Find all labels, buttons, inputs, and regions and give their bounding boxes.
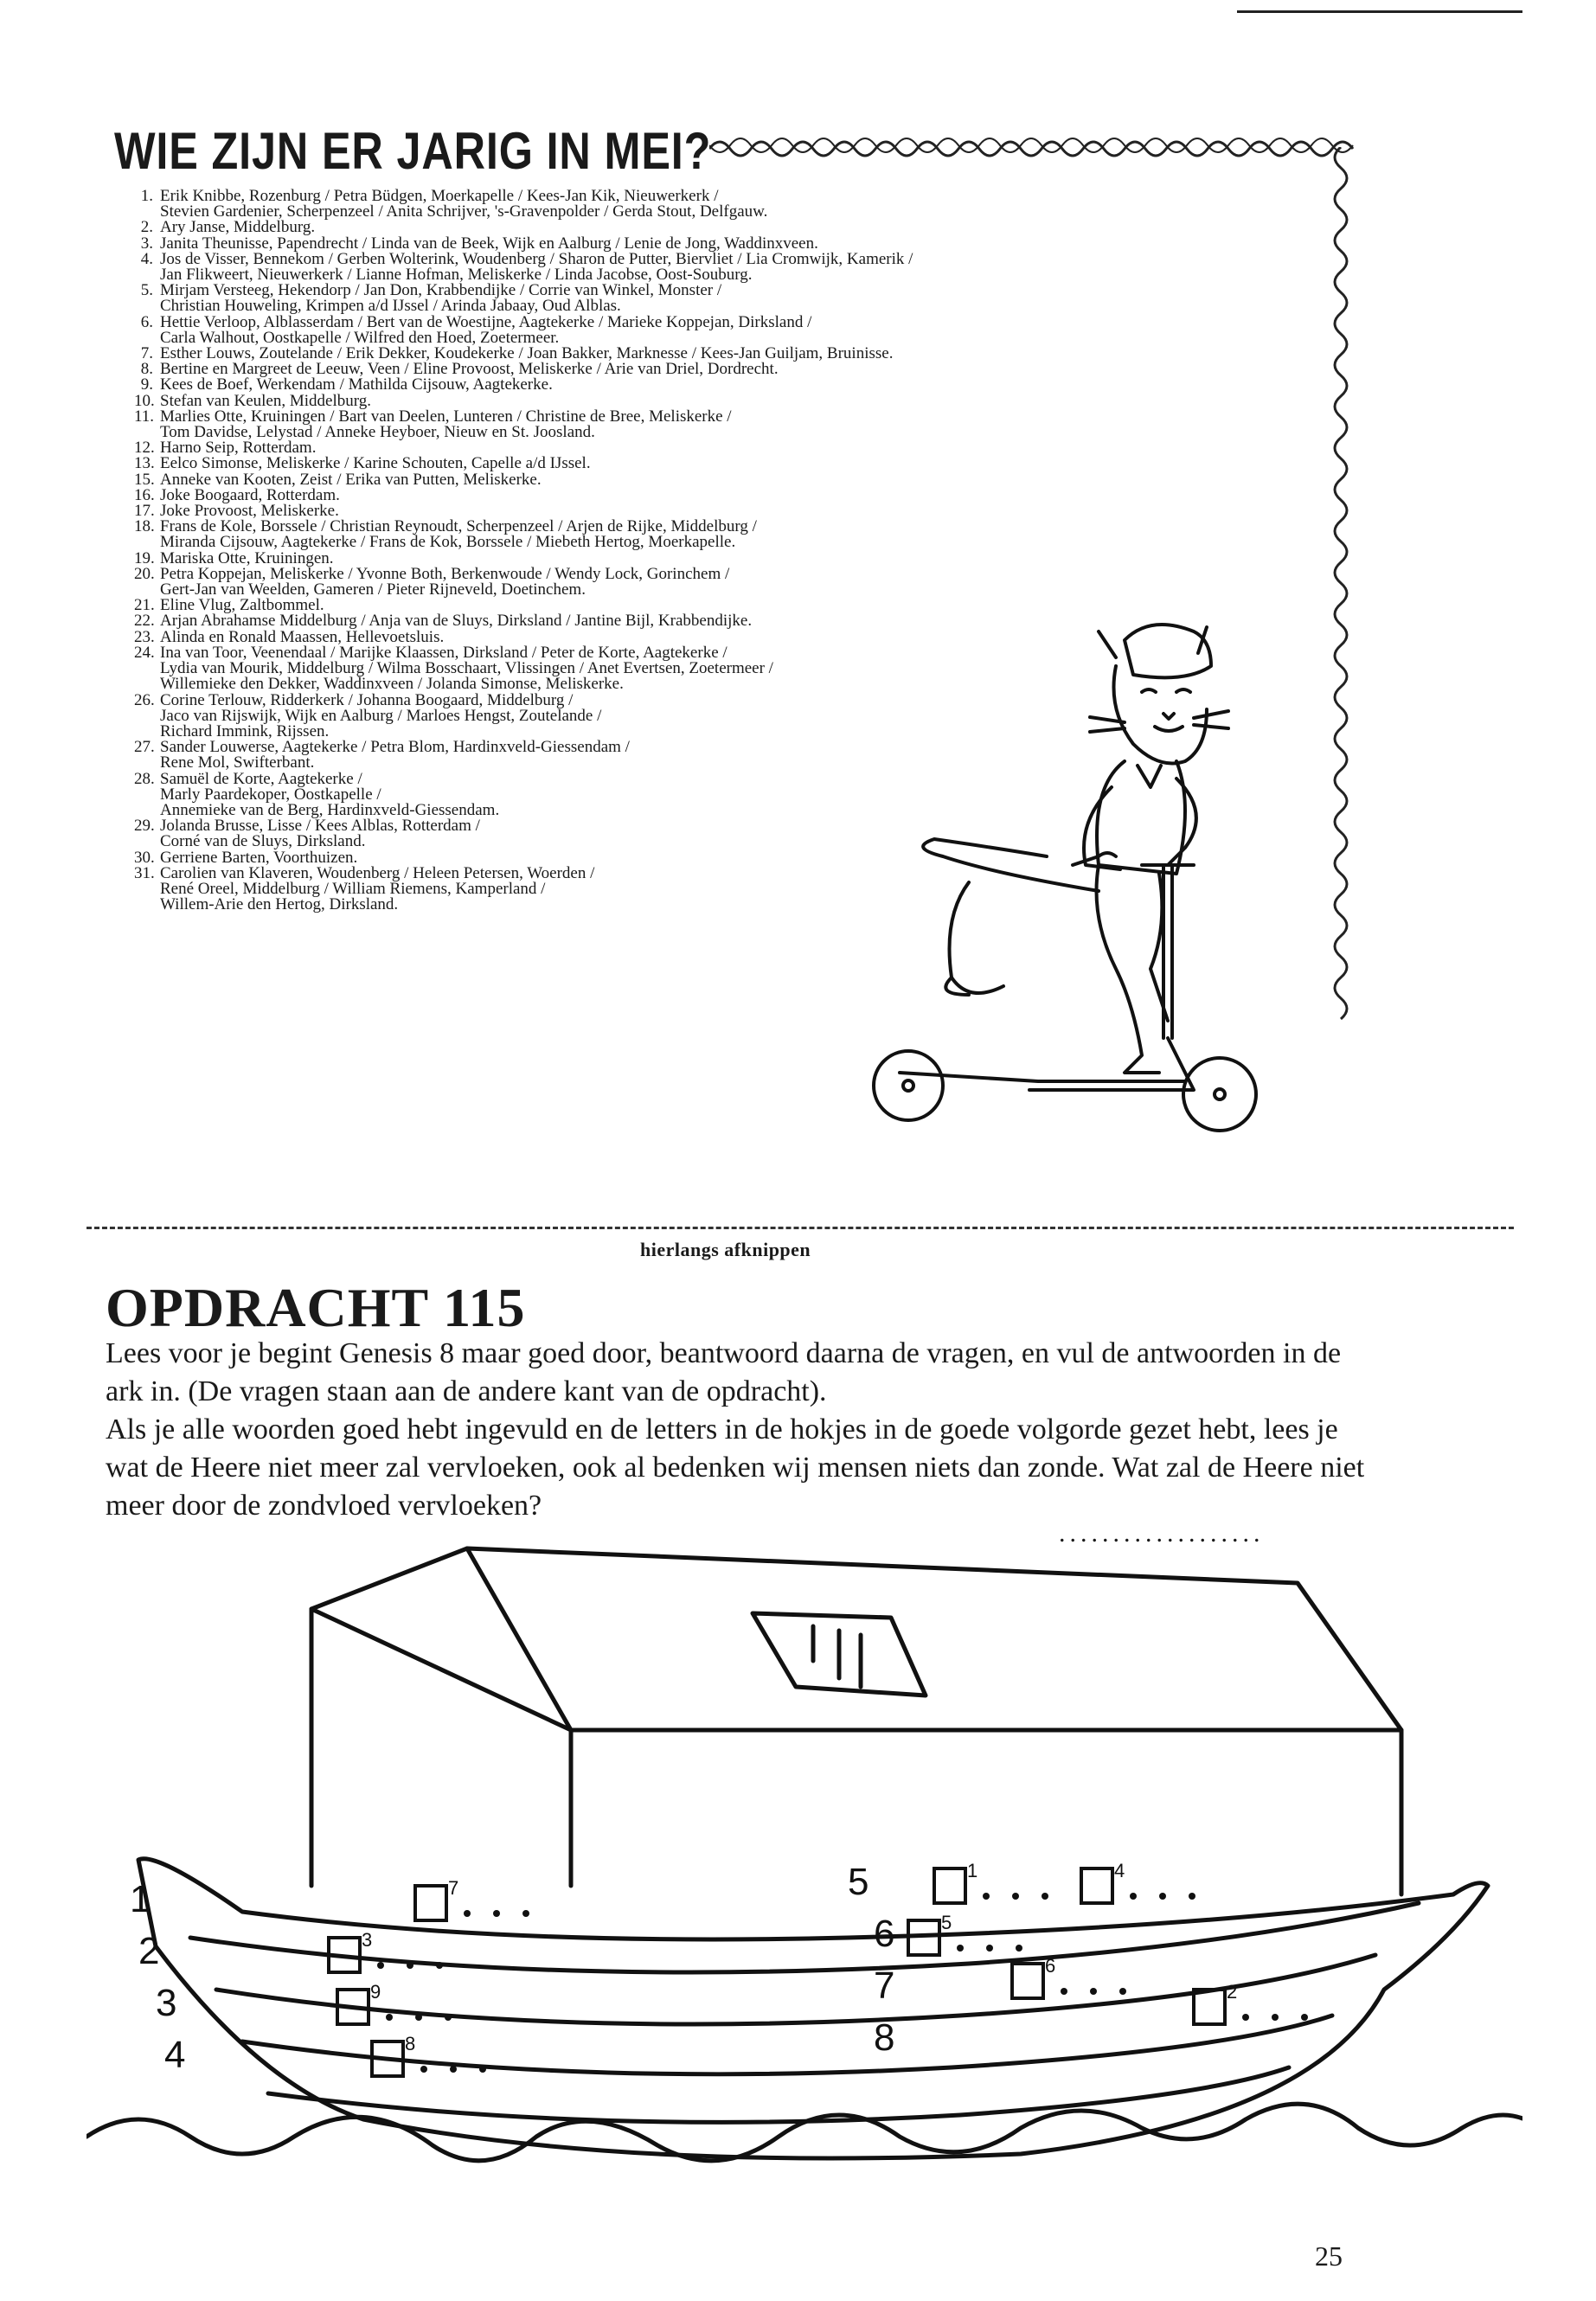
answer-dot (377, 1962, 384, 1969)
birthday-names: Frans de Kole, Borssele / Christian Reynoudt, Scherpenzeel / Arjen de Rijke, Middelburg / Miranda Cijsouw, Aagtekerke / Frans de Kok, Borssele / Miebeth Hertog, Moerkapelle. (160, 517, 757, 552)
answer-box-number: 1 (967, 1860, 978, 1881)
instructions-paragraph-2: Als je alle woorden goed hebt ingevuld en de letters in de hokjes in de goede volgorde gezet hebt, lees je wat de Heere niet meer zal vervloeken, ook al bedenken wij mensen niets dan zonde. Wat zal de Heere niet meer door de zondvloed vervloeken? (106, 1413, 1365, 1522)
birthday-names: Harno Seip, Rotterdam. (160, 439, 317, 458)
birthday-names: Janita Theunisse, Papendrecht / Linda van de Beek, Wijk en Aalburg / Lenie de Jong, Waddinxveen. (160, 234, 818, 253)
ark-row-number: 6 (874, 1913, 895, 1955)
birthday-entry (134, 249, 1042, 285)
birthday-entry (134, 189, 1042, 220)
birthday-day: 29. (134, 817, 155, 836)
ark-row-number: 2 (138, 1930, 160, 1972)
answer-box-number: 2 (1227, 1981, 1238, 2003)
answer-dot (407, 1962, 413, 1969)
birthday-names: Eelco Simonse, Meliskerke / Karine Schouten, Capelle a/d IJssel. (160, 454, 591, 473)
birthday-names: Anneke van Kooten, Zeist / Erika van Putten, Meliskerke. (160, 470, 542, 489)
ark-row-number: 1 (130, 1878, 151, 1920)
answer-line: ................... (1059, 1519, 1265, 1548)
birthday-names: Joke Boogaard, Rotterdam. (160, 485, 340, 504)
birthday-day: 6. (140, 312, 153, 331)
birthday-day: 5. (140, 281, 153, 300)
birthday-day: 11. (134, 407, 155, 426)
birthday-entry (134, 283, 1042, 314)
answer-dot (386, 2014, 393, 2021)
birthday-day: 17. (134, 502, 155, 521)
task-instructions (106, 1335, 1368, 1525)
answer-dot (479, 2066, 486, 2073)
birthday-names: Carolien van Klaveren, Woudenberg / Heleen Petersen, Woerden / René Oreel, Middelburg / William Riemens, Kamperland / Willem-Arie den Hertog, Dirksland. (160, 863, 595, 914)
birthday-day: 28. (134, 769, 155, 788)
answer-dot (983, 1893, 990, 1900)
answer-dot (522, 1910, 529, 1917)
birthday-names: Samuël de Korte, Aagtekerke / Marly Paardekoper, Oostkapelle / Annemieke van de Berg, Hardinxveld-Giessendam. (160, 769, 500, 819)
cut-label: hierlangs afknippen (640, 1239, 811, 1260)
answer-box-number: 6 (1045, 1955, 1056, 1977)
cut-line (87, 1227, 1514, 1229)
answer-dot (1042, 1893, 1048, 1900)
birthday-names: Kees de Boef, Werkendam / Mathilda Cijsouw, Aagtekerke. (160, 375, 553, 394)
birthday-entry (134, 409, 1042, 440)
ark-row-number: 8 (874, 2016, 895, 2059)
answer-box[interactable] (1081, 1868, 1112, 1903)
birthday-names: Mariska Otte, Kruiningen. (160, 548, 334, 567)
birthday-day: 13. (134, 454, 155, 473)
birthday-day: 30. (134, 848, 155, 867)
instructions-paragraph-1: Lees voor je begint Genesis 8 maar goed door, beantwoord daarna de vragen, en vul de antwoorden in de ark in. (De vragen staan aan de andere kant van de opdracht). (106, 1337, 1342, 1407)
birthday-day: 15. (134, 470, 155, 489)
birthday-title: WIE ZIJN ER JARIG IN MEI? (114, 122, 712, 180)
birthday-names: Marlies Otte, Kruiningen / Bart van Deelen, Lunteren / Christine de Bree, Meliskerke / Tom Davidse, Lelystad / Anneke Heyboer, Nieuw en St. Joosland. (160, 407, 732, 442)
birthday-day: 9. (140, 375, 153, 394)
birthday-names: Alinda en Ronald Maassen, Hellevoetsluis. (160, 627, 445, 646)
birthday-day: 12. (134, 439, 155, 458)
top-rule (1237, 10, 1522, 13)
chain-border-top (709, 130, 1367, 164)
answer-dot (493, 1910, 500, 1917)
page-number: 25 (1315, 2240, 1343, 2272)
ark-puzzle (87, 1531, 1522, 2197)
answer-dot (1012, 1893, 1019, 1900)
birthday-names: Arjan Abrahamse Middelburg / Anja van de Sluys, Dirksland / Jantine Bijl, Krabbendijke. (160, 612, 753, 631)
answer-box[interactable] (1012, 1964, 1043, 1998)
birthday-names: Joke Provoost, Meliskerke. (160, 502, 339, 521)
birthday-names: Esther Louws, Zoutelande / Erik Dekker, Koudekerke / Joan Bakker, Marknesse / Kees-Jan Guiljam, Bruinisse. (160, 344, 894, 363)
birthday-names: Petra Koppejan, Meliskerke / Yvonne Both, Berkenwoude / Wendy Lock, Gorinchem / Gert-Jan van Weelden, Gameren / Pieter Rijneveld, Doetinchem. (160, 564, 730, 599)
birthday-names: Ary Janse, Middelburg. (160, 218, 316, 237)
answer-dot (1159, 1893, 1166, 1900)
birthday-day: 27. (134, 738, 155, 757)
birthday-day: 22. (134, 612, 155, 631)
answer-box-number: 5 (941, 1912, 952, 1933)
birthday-entry (134, 220, 1042, 235)
birthday-day: 20. (134, 564, 155, 583)
birthday-names: Jolanda Brusse, Lisse / Kees Alblas, Rotterdam / Corné van de Sluys, Dirksland. (160, 817, 480, 851)
answer-dot (420, 2066, 427, 2073)
answer-box[interactable] (415, 1886, 446, 1920)
answer-dot (1301, 2014, 1308, 2021)
ark-water (87, 2104, 1522, 2161)
answer-dot (450, 2066, 457, 2073)
answer-box-number: 9 (370, 1981, 381, 2003)
birthday-names: Bertine en Margreet de Leeuw, Veen / Eline Provoost, Meliskerke / Arie van Driel, Dordrecht. (160, 360, 779, 379)
birthday-day: 23. (134, 627, 155, 646)
cat-on-scooter-illustration (813, 606, 1315, 1176)
birthday-names: Sander Louwerse, Aagtekerke / Petra Blom, Hardinxveld-Giessendam / Rene Mol, Swifterbant. (160, 738, 630, 772)
birthday-names: Eline Vlug, Zaltbommel. (160, 596, 324, 615)
birthday-day: 1. (140, 187, 153, 205)
birthday-names: Corine Terlouw, Ridderkerk / Johanna Boogaard, Middelburg / Jaco van Rijswijk, Wijk en Aalburg / Marloes Hengst, Zoutelande / Richard Immink, Rijssen. (160, 690, 602, 740)
answer-dot (1242, 2014, 1249, 2021)
ark-row-number: 4 (164, 2034, 186, 2076)
answer-box[interactable] (934, 1868, 965, 1903)
birthday-day: 31. (134, 863, 155, 882)
birthday-names: Gerriene Barten, Voorthuizen. (160, 848, 358, 867)
birthday-day: 8. (140, 360, 153, 379)
birthday-day: 21. (134, 596, 155, 615)
answer-dot (1090, 1988, 1097, 1995)
answer-box-number: 4 (1114, 1860, 1125, 1881)
birthday-day: 19. (134, 548, 155, 567)
answer-dot (1130, 1893, 1137, 1900)
answer-dot (1189, 1893, 1195, 1900)
birthday-day: 18. (134, 517, 155, 536)
birthday-names: Hettie Verloop, Alblasserdam / Bert van de Woestijne, Aagtekerke / Marieke Koppejan, Dirksland / Carla Walhout, Oostkapelle / Wilfred den Hoed, Zoetermeer. (160, 312, 812, 347)
birthday-entry (134, 564, 1042, 599)
birthday-day: 16. (134, 485, 155, 504)
birthday-entry (134, 519, 1042, 550)
birthday-day: 10. (134, 391, 155, 410)
answer-dot (464, 1910, 471, 1917)
birthday-entry (134, 312, 1042, 347)
answer-dot (957, 1945, 964, 1952)
answer-box[interactable] (1194, 1990, 1225, 2024)
birthday-names: Stefan van Keulen, Middelburg. (160, 391, 371, 410)
birthday-day: 7. (140, 344, 153, 363)
answer-dot (415, 2014, 422, 2021)
birthday-entry (134, 377, 1042, 393)
chain-border-side (1324, 147, 1358, 1021)
ark-row-number: 3 (156, 1982, 177, 2024)
answer-box-number: 7 (448, 1877, 459, 1899)
birthday-names: Ina van Toor, Veenendaal / Marijke Klaassen, Dirksland / Peter de Korte, Aagtekerke / Lydia van Mourik, Middelburg / Wilma Bosschaart, Vlissingen / Anet Evertsen, Zoetermeer / Willemieke den Dekker, Waddinxveen / Jolanda Simonse, Meliskerke. (160, 643, 773, 694)
birthday-day: 3. (140, 234, 153, 253)
birthday-names: Mirjam Versteeg, Hekendorp / Jan Don, Krabbendijke / Corrie van Winkel, Monster / Christian Houweling, Krimpen a/d IJssel / Arinda Jabaay, Oud Alblas. (160, 281, 722, 316)
answer-box-number: 8 (405, 2033, 416, 2054)
answer-dot (1119, 1988, 1126, 1995)
ark-row-number: 5 (848, 1861, 869, 1903)
answer-box-number: 3 (362, 1929, 373, 1951)
ark-row-number: 7 (874, 1965, 895, 2007)
answer-dot (986, 1945, 993, 1952)
task-title: OPDRACHT 115 (106, 1277, 526, 1338)
birthday-names: Erik Knibbe, Rozenburg / Petra Büdgen, Moerkapelle / Kees-Jan Kik, Nieuwerkerk / Stevien Gardenier, Scherpenzeel / Anita Schrijver, 's-Gravenpolder / Gerda Stout, Delfgauw. (160, 187, 768, 221)
answer-dot (1272, 2014, 1279, 2021)
ark-hull (138, 1859, 1488, 2158)
birthday-entry (134, 456, 1042, 471)
birthday-day: 24. (134, 643, 155, 662)
birthday-day: 4. (140, 249, 153, 268)
birthday-day: 2. (140, 218, 153, 237)
birthday-day: 26. (134, 690, 155, 709)
answer-dot (1061, 1988, 1067, 1995)
ark-roof (311, 1548, 1401, 1730)
answer-dot (445, 2014, 452, 2021)
answer-dot (1016, 1945, 1022, 1952)
answer-dot (436, 1962, 443, 1969)
birthday-names: Jos de Visser, Bennekom / Gerben Wolterink, Woudenberg / Sharon de Putter, Biervliet / Lia Cromwijk, Kamerik / Jan Flikweert, Nieuwerkerk / Lianne Hofman, Meliskerke / Linda Jacobse, Oost-Souburg. (160, 249, 913, 285)
